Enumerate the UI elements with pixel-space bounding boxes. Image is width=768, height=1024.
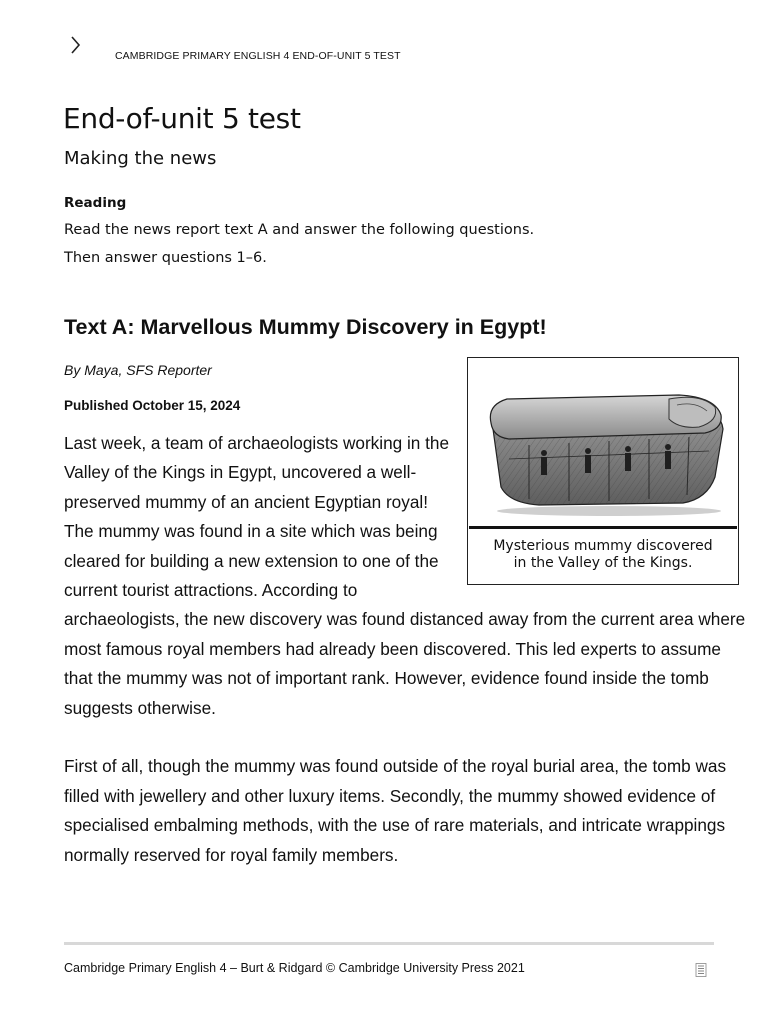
figure-caption xyxy=(468,538,738,572)
instruction-line-2: Then answer questions 1–6. xyxy=(64,250,267,266)
page-subtitle: Making the news xyxy=(64,148,217,169)
figure-caption-line-2: in the Valley of the Kings. xyxy=(513,555,693,571)
chevron-right-icon[interactable] xyxy=(66,33,86,57)
page-title: End-of-unit 5 test xyxy=(63,102,301,135)
article-published-date: Published October 15, 2024 xyxy=(64,398,241,413)
instruction-line-1: Read the news report text A and answer the following questions. xyxy=(64,222,535,238)
figure-caption-line-1: Mysterious mummy discovered xyxy=(493,538,713,554)
article-byline: By Maya, SFS Reporter xyxy=(64,362,212,378)
article-figure xyxy=(467,357,739,585)
article-paragraph-1: Last week, a team of archaeologists working in the Valley of the Kings in Egypt, uncovered a well-preserved mummy of an ancient Egyptian royal! The mummy was found in a site which was being cleared for building a new extension to one of the current tourist attractions. According to archaeologists, the new discovery was found distanced away from the current area where most famous royal members had already been discovered. This led experts to assume that the mummy was not of important rank. However, evidence found inside the tomb suggests otherwise. xyxy=(64,433,746,718)
footer-copyright: Cambridge Primary English 4 – Burt & Ridgard © Cambridge University Press 2021 xyxy=(64,961,525,975)
sarcophagus-image xyxy=(469,359,737,529)
reading-label: Reading xyxy=(64,195,127,211)
document-icon xyxy=(695,963,707,977)
article-paragraph-2: First of all, though the mummy was found outside of the royal burial area, the tomb was filled with jewellery and other luxury items. Secondly, the mummy showed evidence of specialised embalming methods, with the use of rare materials, and intricate wrappings normally reserved for royal family members. xyxy=(64,756,727,865)
running-header: CAMBRIDGE PRIMARY ENGLISH 4 END-OF-UNIT 5 TEST xyxy=(115,50,401,62)
article-heading: Text A: Marvellous Mummy Discovery in Egypt! xyxy=(64,315,547,339)
footer-divider xyxy=(64,942,714,945)
